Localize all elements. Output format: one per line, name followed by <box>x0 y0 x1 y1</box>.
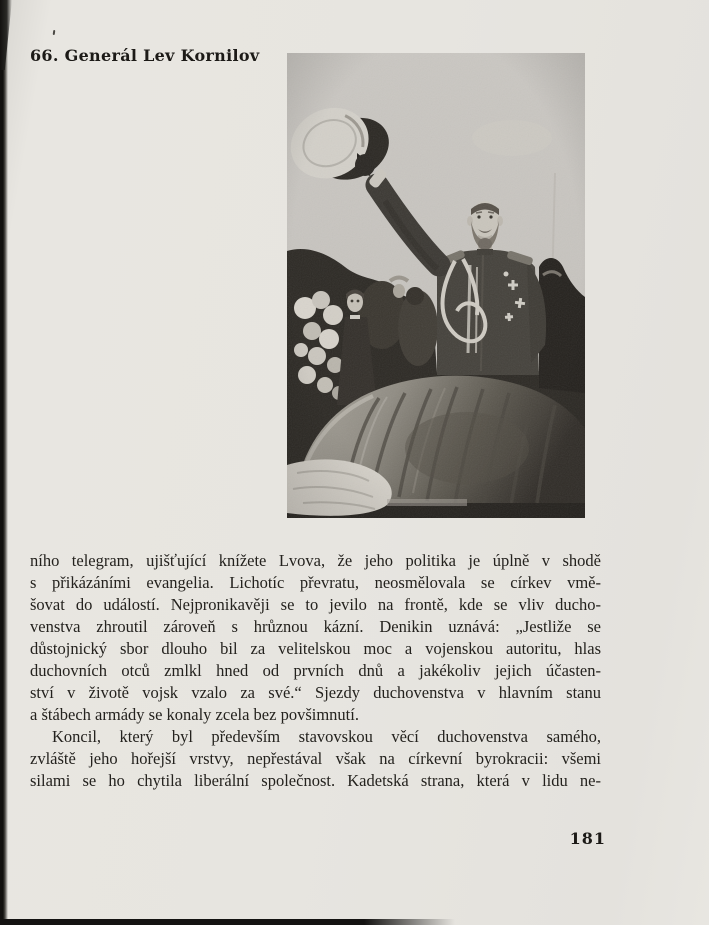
body-text <box>30 550 601 792</box>
body-text-line: Koncil, který byl především stavovskou věcí duchovenstva samého, <box>52 727 601 746</box>
body-text-line: zvláště jeho hořejší vrstvy, nepřestával však na církevní byrokracii: všemi <box>30 749 601 768</box>
photo-grain <box>287 53 585 518</box>
body-text-line: silami se ho chytila liberální společnost. Kadetská strana, která v lidu ne- <box>30 771 601 790</box>
body-text-line: a štábech armády se konaly zcela bez povšimnutí. <box>30 705 359 724</box>
body-text-line: důstojnický sbor dlouho bil za velitelskou moc a vojenskou autoritu, hlas <box>30 639 601 658</box>
figure-caption: 66. Generál Lev Kornilov <box>30 46 260 65</box>
kornilov-photograph <box>287 53 585 518</box>
print-speck <box>53 30 56 35</box>
page-bottom-edge-shadow <box>0 919 455 925</box>
body-text-line: venstva zhroutil zároveň s hrůznou kázní. Denikin uznává: „Jestliže se <box>30 617 601 636</box>
page-number: 181 <box>569 829 606 848</box>
body-text-line: ství v životě vojsk vzalo za své.“ Sjezdy duchovenstva v hlavním stanu <box>30 683 601 702</box>
kornilov-photo-illustration <box>287 53 585 518</box>
body-text-line: s přikázáními evangelia. Lichotíc převratu, neosmělovala se církev vmě- <box>30 573 601 592</box>
body-text-line: duchovních otců zmlkl hned od prvních dnů a jakékoliv jejich účasten- <box>30 661 601 680</box>
body-text-line: šovat do událostí. Nejpronikavěji se to jevilo na frontě, kde se vliv ducho- <box>30 595 601 614</box>
body-text-line: ního telegram, ujišťující knížete Lvova, že jeho politika je úplně v shodě <box>30 551 601 570</box>
page-left-edge-shadow <box>0 0 8 925</box>
